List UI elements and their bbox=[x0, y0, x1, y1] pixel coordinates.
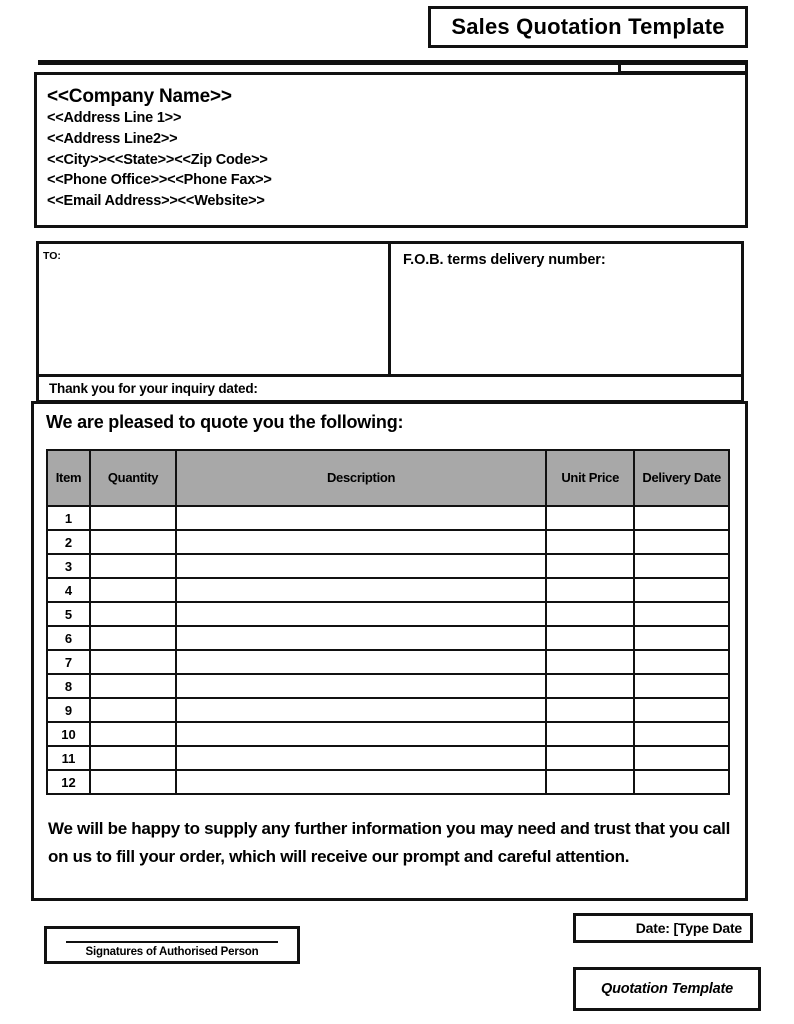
cell-unit-price[interactable] bbox=[546, 674, 634, 698]
fob-terms-label: F.O.B. terms delivery number: bbox=[403, 252, 606, 268]
company-address-line-1: <<Address Line 1>> bbox=[47, 110, 182, 127]
closing-note-text: We will be happy to supply any further information you may need and trust that you call on us to fill your order, which will receive our prompt and careful attention. bbox=[48, 819, 731, 866]
cell-delivery-date[interactable] bbox=[634, 698, 729, 722]
recipient-address-field[interactable] bbox=[39, 244, 391, 374]
quotation-intro-text: We are pleased to quote you the following: bbox=[46, 412, 404, 432]
company-email-website: <<Email Address>><<Website>> bbox=[47, 193, 265, 210]
cell-delivery-date[interactable] bbox=[634, 674, 729, 698]
cell-delivery-date[interactable] bbox=[634, 602, 729, 626]
inquiry-date-label: Thank you for your inquiry dated: bbox=[49, 381, 258, 396]
cell-unit-price[interactable] bbox=[546, 554, 634, 578]
cell-quantity[interactable] bbox=[90, 698, 176, 722]
cell-delivery-date[interactable] bbox=[634, 578, 729, 602]
cell-description[interactable] bbox=[176, 650, 546, 674]
cell-unit-price[interactable] bbox=[546, 722, 634, 746]
table-row bbox=[47, 578, 729, 602]
inquiry-date-field[interactable] bbox=[36, 377, 744, 403]
signature-label: Signatures of Authorised Person bbox=[85, 946, 259, 958]
company-info-box bbox=[34, 72, 748, 228]
cell-description[interactable] bbox=[176, 770, 546, 794]
to-label: TO: bbox=[43, 250, 61, 262]
cell-description[interactable] bbox=[176, 674, 546, 698]
company-name: <<Company Name>> bbox=[47, 86, 232, 107]
document-title-box bbox=[428, 6, 748, 48]
cell-description[interactable] bbox=[176, 722, 546, 746]
cell-delivery-date[interactable] bbox=[634, 746, 729, 770]
column-header-description: Description bbox=[176, 450, 546, 506]
cell-unit-price[interactable] bbox=[546, 698, 634, 722]
cell-item-number: 7 bbox=[47, 650, 90, 674]
cell-unit-price[interactable] bbox=[546, 746, 634, 770]
cell-quantity[interactable] bbox=[90, 746, 176, 770]
cell-item-number: 10 bbox=[47, 722, 90, 746]
quotation-template-stamp-label: Quotation Template bbox=[600, 981, 733, 997]
table-row bbox=[47, 626, 729, 650]
cell-unit-price[interactable] bbox=[546, 530, 634, 554]
cell-description[interactable] bbox=[176, 698, 546, 722]
cell-delivery-date[interactable] bbox=[634, 650, 729, 674]
cell-quantity[interactable] bbox=[90, 506, 176, 530]
cell-description[interactable] bbox=[176, 578, 546, 602]
table-row bbox=[47, 650, 729, 674]
cell-quantity[interactable] bbox=[90, 626, 176, 650]
cell-delivery-date[interactable] bbox=[634, 626, 729, 650]
company-phone-fax: <<Phone Office>><<Phone Fax>> bbox=[47, 172, 272, 189]
column-header-quantity: Quantity bbox=[90, 450, 176, 506]
cell-item-number: 5 bbox=[47, 602, 90, 626]
page-title: Sales Quotation Template bbox=[451, 14, 725, 39]
cell-delivery-date[interactable] bbox=[634, 554, 729, 578]
cell-quantity[interactable] bbox=[90, 530, 176, 554]
cell-item-number: 11 bbox=[47, 746, 90, 770]
cell-description[interactable] bbox=[176, 530, 546, 554]
cell-quantity[interactable] bbox=[90, 674, 176, 698]
column-header-unit-price: Unit Price bbox=[546, 450, 634, 506]
table-row bbox=[47, 674, 729, 698]
company-city-state-zip: <<City>><<State>><<Zip Code>> bbox=[47, 151, 268, 168]
cell-quantity[interactable] bbox=[90, 650, 176, 674]
column-header-delivery-date: Delivery Date bbox=[634, 450, 729, 506]
cell-delivery-date[interactable] bbox=[634, 506, 729, 530]
cell-unit-price[interactable] bbox=[546, 506, 634, 530]
cell-delivery-date[interactable] bbox=[634, 722, 729, 746]
cell-item-number: 4 bbox=[47, 578, 90, 602]
cell-unit-price[interactable] bbox=[546, 770, 634, 794]
cell-quantity[interactable] bbox=[90, 554, 176, 578]
company-address-line-2: <<Address Line2>> bbox=[47, 130, 178, 147]
signature-box[interactable] bbox=[44, 926, 300, 964]
quotation-template-stamp-box bbox=[573, 967, 761, 1011]
cell-quantity[interactable] bbox=[90, 602, 176, 626]
cell-quantity[interactable] bbox=[90, 578, 176, 602]
cell-unit-price[interactable] bbox=[546, 650, 634, 674]
cell-item-number: 3 bbox=[47, 554, 90, 578]
date-label: Date: [Type Date bbox=[635, 920, 742, 936]
table-row bbox=[47, 530, 729, 554]
cell-unit-price[interactable] bbox=[546, 602, 634, 626]
table-row bbox=[47, 770, 729, 794]
table-row bbox=[47, 746, 729, 770]
signature-line bbox=[66, 941, 278, 943]
cell-description[interactable] bbox=[176, 506, 546, 530]
date-field[interactable] bbox=[573, 913, 753, 943]
table-header-row bbox=[47, 450, 729, 506]
fob-terms-field[interactable] bbox=[391, 244, 741, 374]
cell-item-number: 12 bbox=[47, 770, 90, 794]
cell-description[interactable] bbox=[176, 602, 546, 626]
cell-item-number: 1 bbox=[47, 506, 90, 530]
cell-description[interactable] bbox=[176, 626, 546, 650]
cell-delivery-date[interactable] bbox=[634, 770, 729, 794]
cell-quantity[interactable] bbox=[90, 722, 176, 746]
cell-item-number: 8 bbox=[47, 674, 90, 698]
table-row bbox=[47, 602, 729, 626]
quotation-items-table bbox=[46, 449, 730, 795]
table-row bbox=[47, 554, 729, 578]
column-header-item: Item bbox=[47, 450, 90, 506]
table-row bbox=[47, 506, 729, 530]
recipient-and-terms-section bbox=[36, 241, 744, 377]
quotation-items-body bbox=[47, 506, 729, 794]
cell-unit-price[interactable] bbox=[546, 578, 634, 602]
cell-unit-price[interactable] bbox=[546, 626, 634, 650]
cell-description[interactable] bbox=[176, 746, 546, 770]
table-row bbox=[47, 698, 729, 722]
cell-item-number: 9 bbox=[47, 698, 90, 722]
quotation-panel bbox=[31, 401, 748, 901]
table-row bbox=[47, 722, 729, 746]
cell-item-number: 6 bbox=[47, 626, 90, 650]
cell-quantity[interactable] bbox=[90, 770, 176, 794]
cell-description[interactable] bbox=[176, 554, 546, 578]
cell-item-number: 2 bbox=[47, 530, 90, 554]
cell-delivery-date[interactable] bbox=[634, 530, 729, 554]
